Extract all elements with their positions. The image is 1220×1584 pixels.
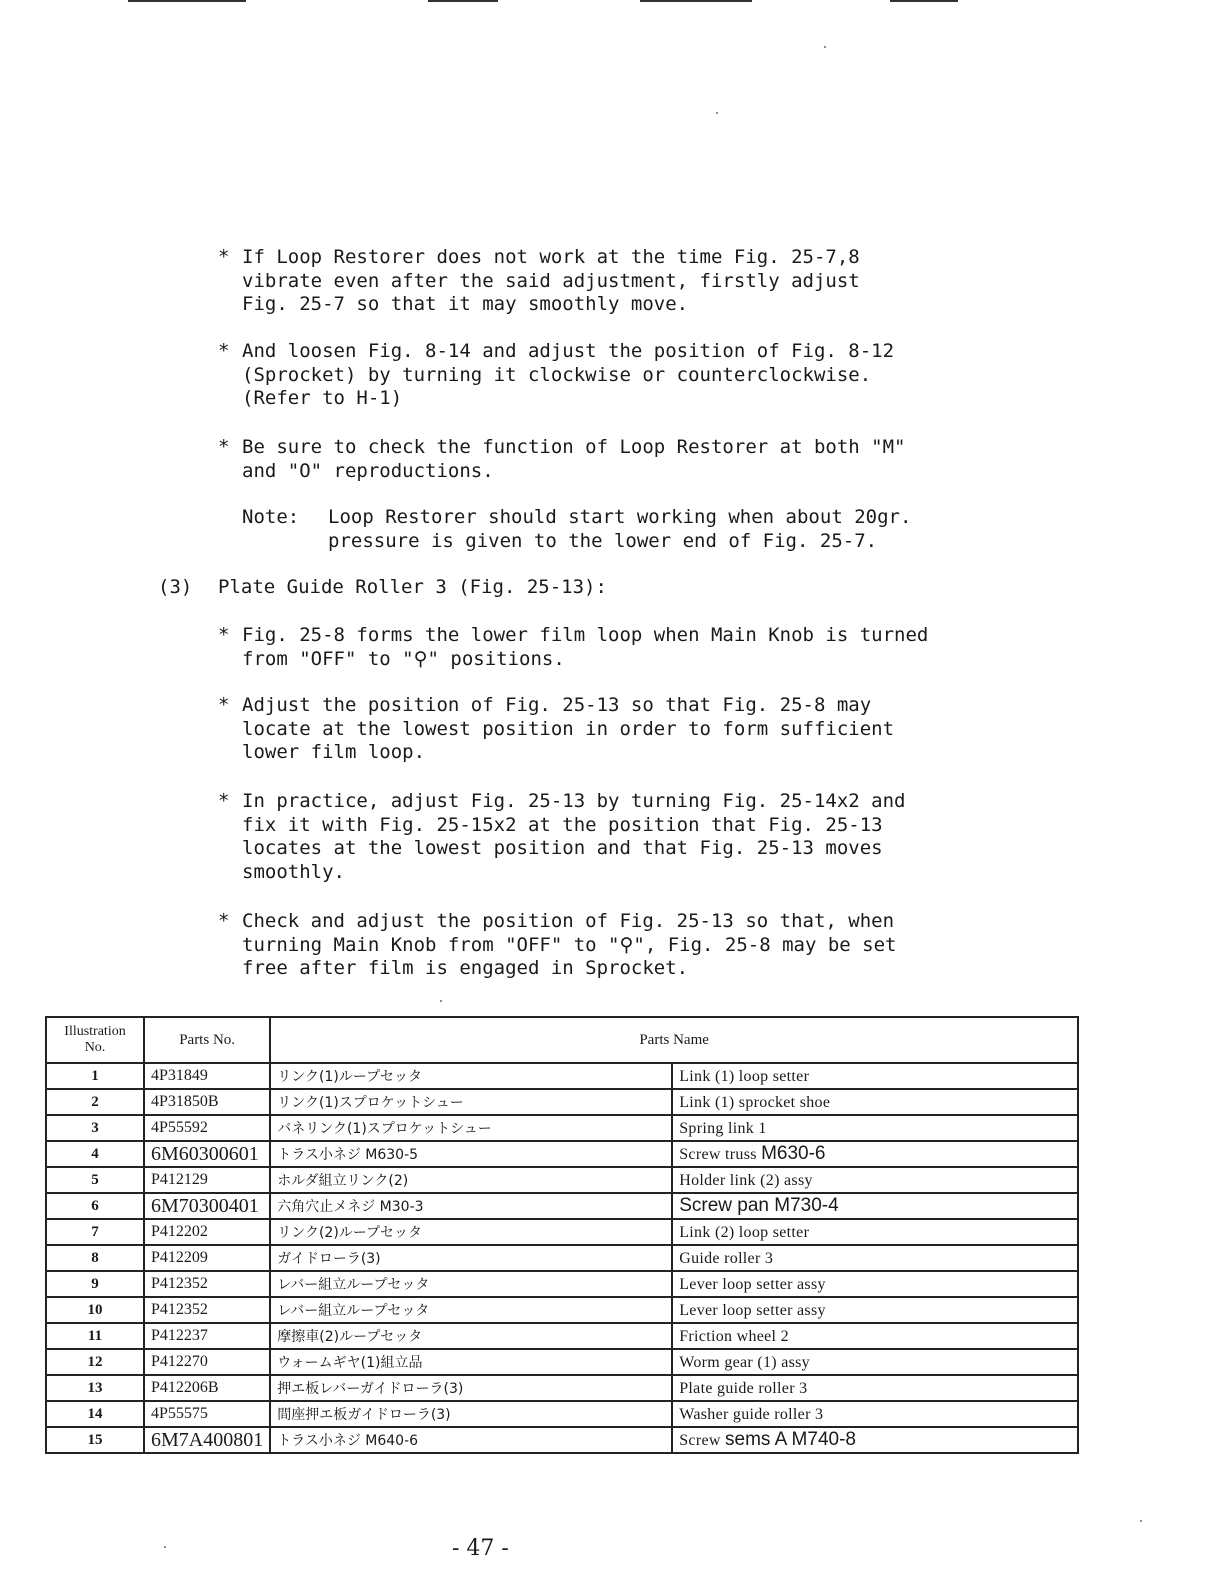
parts-name-en-cell bbox=[672, 1141, 1078, 1167]
table-row bbox=[46, 1141, 1078, 1167]
bullet-asterisk: * bbox=[218, 910, 230, 932]
table-row bbox=[46, 1193, 1078, 1219]
illustration-no-cell: 11 bbox=[46, 1323, 144, 1349]
parts-name-en-text: Link (2) loop setter bbox=[679, 1224, 810, 1241]
parts-name-jp-cell: 押エ板レバーガイドローラ(3) bbox=[270, 1375, 672, 1401]
bullet-asterisk: * bbox=[218, 694, 230, 716]
table-row bbox=[46, 1063, 1078, 1089]
parts-name-handwritten-text: Screw pan M730-4 bbox=[679, 1195, 839, 1216]
bullet-asterisk: * bbox=[218, 436, 230, 458]
illustration-no-cell: 9 bbox=[46, 1271, 144, 1297]
table-row bbox=[46, 1427, 1078, 1453]
parts-name-en-text: Worm gear (1) assy bbox=[679, 1354, 810, 1371]
parts-name-jp-cell: ガイドローラ(3) bbox=[270, 1245, 672, 1271]
parts-name-en-cell bbox=[672, 1167, 1078, 1193]
parts-name-en-cell bbox=[672, 1245, 1078, 1271]
instruction-item bbox=[218, 340, 998, 411]
parts-name-en-text: Holder link (2) assy bbox=[679, 1172, 813, 1189]
table-row bbox=[46, 1349, 1078, 1375]
illustration-no-cell: 8 bbox=[46, 1245, 144, 1271]
parts-name-en-text: Lever loop setter assy bbox=[679, 1302, 826, 1319]
bullet-asterisk: * bbox=[218, 624, 230, 646]
scan-edge-line bbox=[640, 0, 752, 2]
parts-name-en-text: Link (1) sprocket shoe bbox=[679, 1094, 831, 1111]
illustration-no-cell: 5 bbox=[46, 1167, 144, 1193]
parts-name-en-text: Friction wheel 2 bbox=[679, 1328, 789, 1345]
illustration-no-cell: 4 bbox=[46, 1141, 144, 1167]
bullet-asterisk: * bbox=[218, 790, 230, 812]
parts-name-jp-cell: レバー組立ループセッタ bbox=[270, 1271, 672, 1297]
scan-speck bbox=[164, 1546, 166, 1548]
header-parts-no: Parts No. bbox=[144, 1017, 270, 1063]
parts-name-jp-cell: 六角穴止メネジ M30-3 bbox=[270, 1193, 672, 1219]
illustration-no-cell: 15 bbox=[46, 1427, 144, 1453]
table-row bbox=[46, 1375, 1078, 1401]
parts-name-en-cell bbox=[672, 1063, 1078, 1089]
bullet-asterisk: * bbox=[218, 246, 230, 268]
parts-table bbox=[45, 1016, 1079, 1454]
parts-no-cell: 4P55575 bbox=[144, 1401, 270, 1427]
parts-name-jp-cell: ホルダ組立リンク(2) bbox=[270, 1167, 672, 1193]
parts-no-cell: 6M7A400801 bbox=[144, 1427, 270, 1453]
parts-name-en-text: Plate guide roller 3 bbox=[679, 1380, 808, 1397]
page-number: - 47 - bbox=[452, 1536, 509, 1561]
parts-table-header bbox=[46, 1017, 1078, 1063]
parts-name-en-text: Link (1) loop setter bbox=[679, 1068, 810, 1085]
parts-name-en-cell bbox=[672, 1219, 1078, 1245]
illustration-no-cell: 2 bbox=[46, 1089, 144, 1115]
table-row bbox=[46, 1115, 1078, 1141]
illustration-no-cell: 7 bbox=[46, 1219, 144, 1245]
section-number: (3) bbox=[158, 576, 193, 598]
parts-no-cell: P412206B bbox=[144, 1375, 270, 1401]
table-row bbox=[46, 1167, 1078, 1193]
scan-speck bbox=[1140, 1520, 1142, 1522]
parts-name-en-cell bbox=[672, 1115, 1078, 1141]
parts-name-jp-cell: バネリンク(1)スプロケットシュー bbox=[270, 1115, 672, 1141]
table-row bbox=[46, 1401, 1078, 1427]
section-item bbox=[218, 624, 998, 671]
section-item-text: In practice, adjust Fig. 25-13 by turning Fig. 25-14x2 and fix it with Fig. 25-15x2 at the position that Fig. 25-13 locates at the lowest position and that Fig. 25-13 moves smoothly. bbox=[242, 790, 906, 883]
illustration-no-cell: 13 bbox=[46, 1375, 144, 1401]
parts-name-en-text: Screw bbox=[679, 1432, 721, 1449]
parts-name-en-text: Lever loop setter assy bbox=[679, 1276, 826, 1293]
parts-name-handwritten-text: sems A M740-8 bbox=[725, 1429, 856, 1450]
parts-no-cell: 4P31849 bbox=[144, 1063, 270, 1089]
parts-name-jp-cell: レバー組立ループセッタ bbox=[270, 1297, 672, 1323]
parts-name-en-cell bbox=[672, 1271, 1078, 1297]
section-title: Plate Guide Roller 3 (Fig. 25-13): bbox=[218, 576, 607, 598]
instruction-item bbox=[218, 246, 998, 317]
parts-name-en-text: Guide roller 3 bbox=[679, 1250, 774, 1267]
parts-no-cell: P412209 bbox=[144, 1245, 270, 1271]
parts-name-en-cell bbox=[672, 1089, 1078, 1115]
parts-name-jp-cell: トラス小ネジ M640-6 bbox=[270, 1427, 672, 1453]
instruction-text: Be sure to check the function of Loop Restorer at both "M" and "O" reproductions. bbox=[242, 436, 906, 482]
parts-name-en-cell bbox=[672, 1401, 1078, 1427]
illustration-no-cell: 14 bbox=[46, 1401, 144, 1427]
illustration-no-cell: 12 bbox=[46, 1349, 144, 1375]
parts-no-cell: 4P55592 bbox=[144, 1115, 270, 1141]
parts-no-cell: P412352 bbox=[144, 1271, 270, 1297]
parts-no-cell: P412129 bbox=[144, 1167, 270, 1193]
header-illustration-no: Illustration No. bbox=[46, 1017, 144, 1063]
parts-no-cell: P412237 bbox=[144, 1323, 270, 1349]
parts-name-en-text: Screw truss bbox=[679, 1146, 757, 1163]
scan-speck bbox=[440, 1000, 442, 1002]
parts-name-jp-cell: リンク(1)スプロケットシュー bbox=[270, 1089, 672, 1115]
table-row bbox=[46, 1219, 1078, 1245]
table-row bbox=[46, 1297, 1078, 1323]
parts-name-jp-cell: リンク(1)ループセッタ bbox=[270, 1063, 672, 1089]
note-text: Loop Restorer should start working when about 20gr. pressure is given to the lower end of Fig. 25-7. bbox=[328, 506, 912, 552]
scan-edge-line bbox=[428, 0, 498, 2]
parts-name-jp-cell: 摩擦車(2)ループセッタ bbox=[270, 1323, 672, 1349]
parts-name-jp-cell: 間座押エ板ガイドローラ(3) bbox=[270, 1401, 672, 1427]
parts-name-en-cell bbox=[672, 1193, 1078, 1219]
section-heading bbox=[158, 576, 607, 600]
parts-name-en-cell bbox=[672, 1349, 1078, 1375]
parts-name-en-cell bbox=[672, 1323, 1078, 1349]
scan-edge-line bbox=[128, 0, 246, 2]
table-row bbox=[46, 1245, 1078, 1271]
parts-name-jp-cell: リンク(2)ループセッタ bbox=[270, 1219, 672, 1245]
parts-name-handwritten-text: M630-6 bbox=[761, 1143, 826, 1164]
parts-name-en-text: Spring link 1 bbox=[679, 1120, 767, 1137]
section-item-text: Adjust the position of Fig. 25-13 so that Fig. 25-8 may locate at the lowest position in order to form sufficient lower film loop. bbox=[242, 694, 895, 763]
parts-no-cell: P412202 bbox=[144, 1219, 270, 1245]
section-item bbox=[218, 790, 998, 884]
parts-no-cell: 6M70300401 bbox=[144, 1193, 270, 1219]
parts-table-body bbox=[46, 1063, 1078, 1453]
scan-speck bbox=[716, 112, 718, 114]
header-parts-name: Parts Name bbox=[270, 1017, 1078, 1063]
parts-no-cell: 6M60300601 bbox=[144, 1141, 270, 1167]
parts-no-cell: 4P31850B bbox=[144, 1089, 270, 1115]
illustration-no-cell: 6 bbox=[46, 1193, 144, 1219]
illustration-no-cell: 3 bbox=[46, 1115, 144, 1141]
illustration-no-cell: 10 bbox=[46, 1297, 144, 1323]
section-item bbox=[218, 910, 998, 981]
instruction-text: If Loop Restorer does not work at the time Fig. 25-7,8 vibrate even after the said adjustment, firstly adjust Fig. 25-7 so that it may smoothly move. bbox=[242, 246, 860, 315]
section-item-text: Fig. 25-8 forms the lower film loop when Main Knob is turned from "OFF" to "⚲" positions. bbox=[242, 624, 929, 670]
parts-name-jp-cell: トラス小ネジ M630-5 bbox=[270, 1141, 672, 1167]
parts-name-en-cell bbox=[672, 1427, 1078, 1453]
instruction-item bbox=[218, 436, 998, 483]
section-item bbox=[218, 694, 998, 765]
table-row bbox=[46, 1323, 1078, 1349]
scan-edge-line bbox=[890, 0, 958, 2]
parts-no-cell: P412270 bbox=[144, 1349, 270, 1375]
illustration-no-cell: 1 bbox=[46, 1063, 144, 1089]
bullet-asterisk: * bbox=[218, 340, 230, 362]
instruction-text: And loosen Fig. 8-14 and adjust the position of Fig. 8-12 (Sprocket) by turning it clockwise or counterclockwise. (Refer to H-1) bbox=[242, 340, 895, 409]
section-item-text: Check and adjust the position of Fig. 25-13 so that, when turning Main Knob from "OFF" to "⚲", Fig. 25-8 may be set free after film is engaged in Sprocket. bbox=[242, 910, 897, 979]
table-row bbox=[46, 1089, 1078, 1115]
parts-name-jp-cell: ウォームギヤ(1)組立品 bbox=[270, 1349, 672, 1375]
table-row bbox=[46, 1271, 1078, 1297]
parts-no-cell: P412352 bbox=[144, 1297, 270, 1323]
scan-speck bbox=[824, 46, 826, 48]
note-block bbox=[242, 506, 1002, 553]
parts-name-en-cell bbox=[672, 1375, 1078, 1401]
parts-name-en-text: Washer guide roller 3 bbox=[679, 1406, 824, 1423]
note-label: Note: bbox=[242, 506, 300, 528]
parts-name-en-cell bbox=[672, 1297, 1078, 1323]
